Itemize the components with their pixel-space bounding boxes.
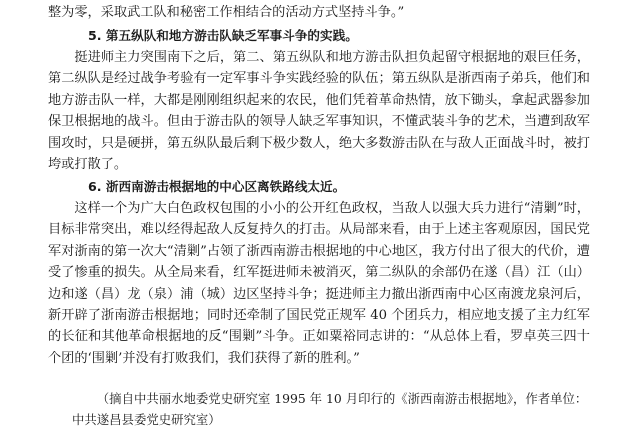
source-note: （摘自中共丽水地委党史研究室 1995 年 10 月印行的《浙西南游击根据地》，作者单位：中共遂昌县委党史研究室） <box>72 391 588 427</box>
paragraph-section-6: 这样一个为广大白色政权包围的小小的公开红色政权，当敌人以强大兵力进行“清剿”时，目标非常突出，难以经得起敌人反复持久的打击。从局部来看，由于上述主客观原因，国民党军对浙南的第一次大“清剿”占领了浙西南游击根据地的中心地区，我方付出了很大的代价，遭受了惨重的损失。从全局来看，红军挺进师未被消灭，第二纵队的余部仍在遂（昌）江（山）边和遂（昌）龙（泉）浦（城）边区坚持斗争；挺进师主力撤出浙西南中心区南渡龙泉河后，新开辟了浙南游击根据地；同时还牵制了国民党正规军 40 个团兵力，相应地支援了主力红军的长征和其他革命根据地的反“围剿”斗争。正如粟裕同志讲的：“从总体上看，罗卓英三四十个团的‘围剿’并没有打败我们，我们获得了新的胜利。” <box>48 201 590 366</box>
section-heading-5: 5. 第五纵队和地方游击队缺乏军事斗争的实践。 <box>88 28 358 43</box>
paragraph-section-5: 挺进师主力突围南下之后，第二、第五纵队和地方游击队担负起留守根据地的艰巨任务，第二纵队是经过战争考验有一定军事斗争实践经验的队伍；第五纵队是浙西南子弟兵，他们和地方游击队一样，大都是刚刚组织起来的农民，他们凭着革命热情，放下锄头，拿起武器参加保卫根据地的战斗。但由于游击队的领导人缺乏军事知识，不懂武装斗争的艺术，当遭到敌军围攻时，只是硬拼，第五纵队最后剩下极少数人，绝大多数游击队在与敌人正面战斗时，被打垮或打散了。 <box>48 50 590 173</box>
section-heading-6: 6. 浙西南游击根据地的中心区离铁路线太近。 <box>88 179 346 194</box>
paragraph-continued: 整为零，采取武工队和秘密工作相结合的活动方式坚持斗争。” <box>48 5 405 20</box>
